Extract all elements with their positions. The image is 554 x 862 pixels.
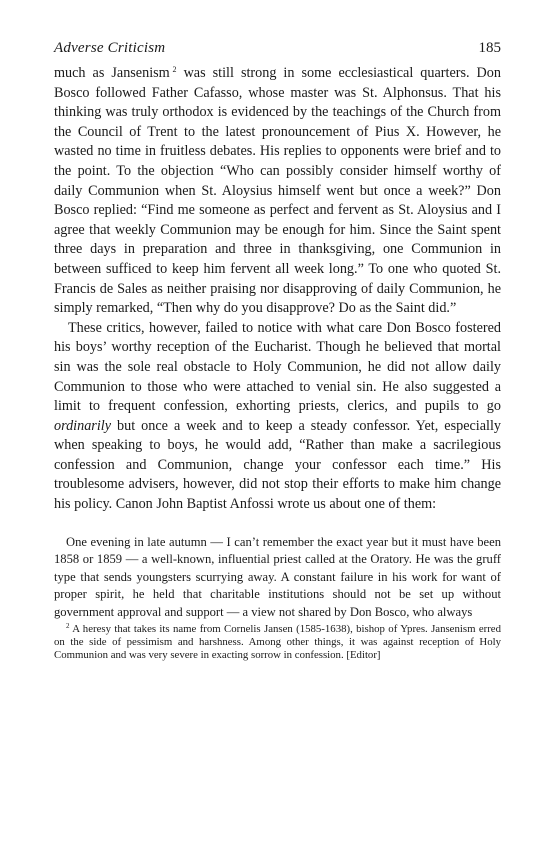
running-head: Adverse Criticism <box>54 40 166 56</box>
footnote-reference: 2 <box>172 65 177 74</box>
block-quote <box>54 534 501 622</box>
book-page <box>54 40 501 663</box>
paragraph-1 <box>54 64 501 319</box>
footnote-marker: 2 <box>66 621 70 630</box>
page-header <box>54 40 501 62</box>
footnote-paragraph <box>54 623 501 663</box>
footnote-text: A heresy that takes its name from Cornelis Jansen (1585-1638), bishop of Ypres. Jansenism erred on the side of pessimism and harshness. Among other things, it was against reception of Holy Communion and was very severe in exacting sorrow in confession. [Editor] <box>54 622 501 662</box>
block-quote-text: One evening in late autumn — I can’t remember the exact year but it must have been 1858 or 1859 — a well-known, influential priest called at the Oratory. He was the gruff type that sends youngsters scurrying away. A constant failure in his work for want of proper spirit, he held that charitable institutions should not be set up without government approval and support — a view not shared by Don Bosco, who always <box>54 534 501 620</box>
paragraph-2 <box>54 319 501 515</box>
paragraph-1-text-rest: was still strong in some ecclesiastical quarters. Don Bosco followed Father Cafasso, whose master was St. Alphonsus. That his thinking was truly orthodox is evidenced by the teachings of the Church from the Council of Trent to the latest pronouncement of Pius X. However, he wasted no time in fruitless debates. His replies to opponents were brief and to the point. To the objection “Who can possibly consider himself worthy of daily Communion when St. Aloysius himself went but once a week?” Don Bosco replied: “Find me someone as perfect and fervent as St. Aloysius and I agree that weekly Communion may be enough for him. Since the Saint spent three days in preparation and three in thanksgiving, one Communion in between sufficed to keep him fervent all week long.” To one who quoted St. Francis de Sales as neither praising nor disapproving of daily Communion, he simply remarked, “Then why do you disapprove? Do as the Saint did.” <box>54 65 501 317</box>
paragraph-2-text-start: These critics, however, failed to notice with what care Don Bosco fostered his boys’ worthy reception of the Eucharist. Though he believed that mortal sin was the sole real obstacle to Holy Communion, he did not allow daily Communion to those who were attached to venial sin. He also suggested a limit to frequent confession, exhorting priests, clerics, and pupils to go <box>54 319 501 415</box>
body-text <box>54 64 501 515</box>
footnote <box>54 623 501 663</box>
paragraph-2-text-rest: but once a week and to keep a steady confessor. Yet, especially when speaking to boys, he would add, “Rather than make a sacrilegious confession and Communion, change your confessor each time.” His troublesome advisers, however, did not stop their efforts to make him change his policy. Canon John Baptist Anfossi wrote us about one of them: <box>54 417 501 513</box>
paragraph-2-italic-word: ordinarily <box>54 417 112 434</box>
paragraph-1-text-start: much as Jansenism <box>54 65 170 81</box>
page-number: 185 <box>478 40 501 56</box>
